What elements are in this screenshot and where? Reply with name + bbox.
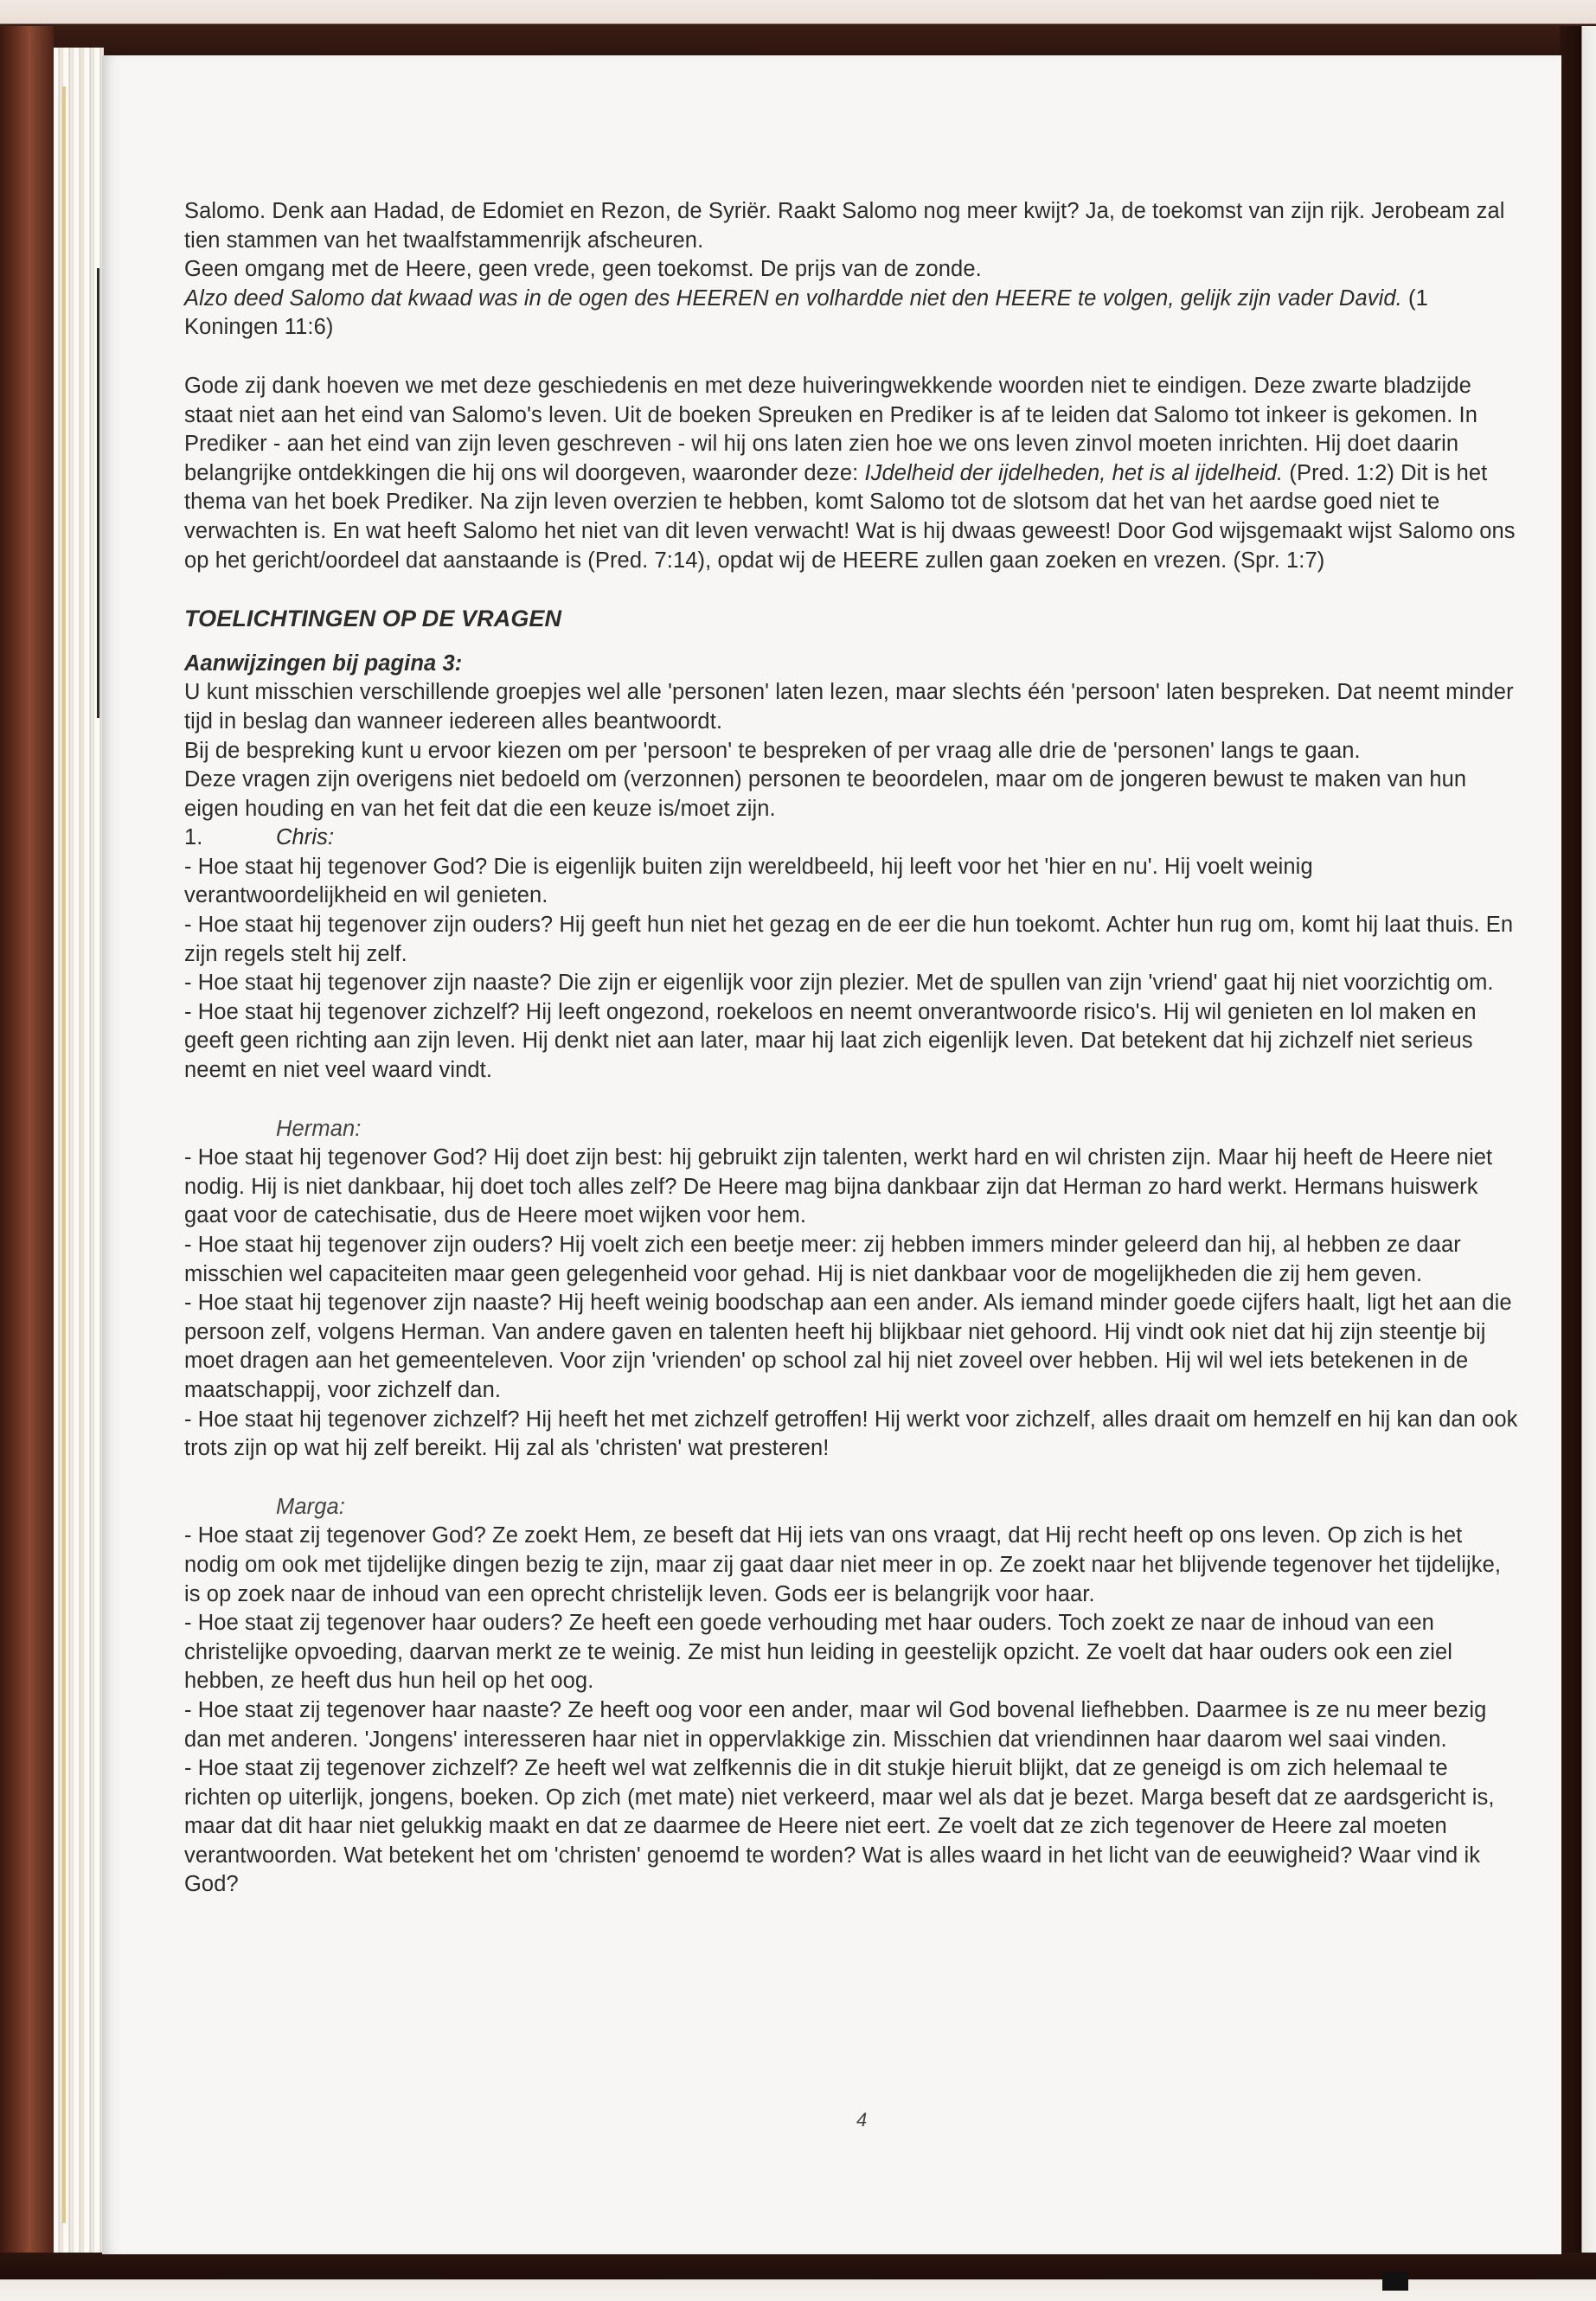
paragraph-prediker-part-2: (Pred. 1:2) Dit is het thema van het boek Prediker. Na zijn leven overzien te hebben, komt Salomo tot de slotsom dat het van het aardse goed niet te verwachten is. En wat heeft Salomo het niet van dit leven verwacht! Wat is hij dwaas geweest! Door God wijsgemaakt wijst Salomo ons op het gericht/oordeel dat aanstaande is (Pred. 7:14), opdat wij de HEERE zullen gaan zoeken en vrezen. (Spr. 1:7) (184, 460, 1516, 573)
page-number: 4 (856, 2109, 868, 2131)
chris-answer-self: - Hoe staat hij tegenover zichzelf? Hij leeft ongezond, roekeloos en neemt onverantwoorde risico's. Hij wil genieten en lol maken en geeft geen richting aan zijn leven. Hij denkt niet aan later, maar hij laat zich eigenlijk leven. Dat betekent dat hij zichzelf niet serieus neemt en niet veel waard vindt. (184, 999, 1477, 1083)
chris-answer-parents: - Hoe staat hij tegenover zijn ouders? Hij geeft hun niet het gezag en de eer die hun toekomt. Achter hun rug om, komt hij laat thuis. En zijn regels stelt hij zelf. (184, 913, 1514, 966)
scan-top-border (0, 0, 1596, 59)
scan-bottom-border (0, 2253, 1596, 2301)
binder-tab-mark (1382, 2272, 1408, 2291)
paragraph-prediker (184, 372, 1521, 575)
marga-answer-self: - Hoe staat zij tegenover zichzelf? Ze heeft wel wat zelfkennis die in dit stukje hieruit blijkt, dat ze geneigd is om zich helemaal te richten op uiterlijk, jongens, boeken. Op zich (met mate) niet verkeerd, maar wel als dat je bezet. Marga beseft dat ze aardsgericht is, maar dat dit haar niet gelukkig maakt en dat ze daarmee de Heere niet eert. Ze voelt dat ze zich tegenover de Heere zal moeten verantwoorden. Wat betekent het om 'christen' genoemd te worden? Wat is alles waard in het licht van de eeuwigheid? Waar vind ik God? (184, 1756, 1495, 1897)
marga-answer-neighbour: - Hoe staat zij tegenover haar naaste? Ze heeft oog voor een ander, maar wil God bovenal liefhebben. Daarmee is ze nu meer bezig dan met anderen. 'Jongens' interesseren haar niet in oppervlakkige zin. Misschien dat vriendinnen haar daarom wel saai vinden. (184, 1697, 1487, 1752)
marga-answer-parents: - Hoe staat zij tegenover haar ouders? Ze heeft een goede verhouding met haar ouders. Toch zoekt ze naar de inhoud van een christelijke opvoeding, daarvan merkt ze te weinig. Ze mist hun leiding in geestelijk opzicht. Ze voelt dat haar ouders ook een ziel hebben, ze heeft dus hun heil op het oog. (184, 1611, 1453, 1694)
page-fold-line (97, 268, 99, 718)
persona-chris-heading (184, 824, 1521, 853)
persona-name-chris: Chris: (276, 825, 335, 850)
herman-answer-self: - Hoe staat hij tegenover zichzelf? Hij heeft het met zichzelf getroffen! Hij werkt voor zichzelf, alles draait om hemzelf en hij kan dan ook trots zijn op wat hij zelf bereikt. Hij zal als 'christen' wat presteren! (184, 1407, 1518, 1461)
binder-spine-left (0, 26, 54, 2275)
persona-name-herman: Herman: (276, 1116, 362, 1141)
page-edge-accent (62, 87, 66, 2223)
persona-number: 1. (184, 825, 203, 850)
page-content (184, 197, 1521, 1900)
section-heading: TOELICHTINGEN OP DE VRAGEN (184, 606, 562, 632)
spacer (184, 1464, 1521, 1493)
paragraph-prediker-part-1: Gode zij dank hoeven we met deze geschiedenis en met deze huiveringwekkende woorden niet te eindigen. Deze zwarte bladzijde staat niet aan het eind van Salomo's leven. Uit de boeken Spreuken en Prediker is af te leiden dat Salomo tot inkeer is gekomen. In Prediker - aan het eind van zijn leven geschreven - wil hij ons laten zien hoe we ons leven zinvol moeten inrichten. Hij doet daarin belangrijke ontdekkingen die hij ons wil doorgeven, waaronder deze: (184, 373, 1478, 485)
scripture-quote (184, 285, 1521, 343)
binder-edge-right (1560, 26, 1596, 2275)
intro-line-3: Deze vragen zijn overigens niet bedoeld om (verzonnen) personen te beoordelen, maar om de jongeren bewust te maken van hun eigen houding en van het feit dat die een keuze is/moet zijn. (184, 767, 1467, 821)
herman-answer-neighbour: - Hoe staat hij tegenover zijn naaste? Hij heeft weinig boodschap aan een ander. Als iemand minder goede cijfers haalt, ligt het aan die persoon zelf, volgens Herman. Van andere gaven en talenten heeft hij blijkbaar niet gehoord. Hij vindt ook niet dat hij zijn steentje bij moet dragen aan het gemeenteleven. Voor zijn 'vrienden' op school zal hij niet zoveel over hebben. Hij wil wel iets betekenen in de maatschappij, voor zichzelf dan. (184, 1291, 1512, 1402)
spacer (184, 634, 1521, 650)
paragraph-salomo-intro: Salomo. Denk aan Hadad, de Edomiet en Rezon, de Syriër. Raakt Salomo nog meer kwijt? Ja, de toekomst van zijn rijk. Jerobeam zal tien stammen van het twaalfstammenrijk afscheuren. (184, 199, 1505, 253)
herman-answer-god: - Hoe staat hij tegenover God? Hij doet zijn best: hij gebruikt zijn talenten, werkt hard en wil christen zijn. Maar hij heeft de Heere niet nodig. Hij is niet dankbaar, hij doet toch alles zelf? De Heere mag bijna dankbaar zijn dat Herman zo hard werkt. Hermans huiswerk gaat voor de catechisatie, dus de Heere moet wijken voor hem. (184, 1145, 1493, 1228)
spacer (184, 575, 1521, 605)
herman-answer-parents: - Hoe staat hij tegenover zijn ouders? Hij voelt zich een beetje meer: zij hebben immers minder geleerd dan hij, al hebben ze daar misschien wel capaciteiten maar geen gelegenheid voor gehad. Hij is niet dankbaar voor de mogelijkheden die zij hem geven. (184, 1233, 1461, 1286)
persona-name-marga: Marga: (276, 1494, 345, 1519)
subheading-instructions: Aanwijzingen bij pagina 3: (184, 651, 463, 676)
intro-line-2: Bij de bespreking kunt u ervoor kiezen om per 'persoon' te bespreken of per vraag alle drie de 'personen' langs te gaan. (184, 738, 1361, 763)
scripture-reference: (1 Koningen 11:6) (184, 285, 1428, 340)
spacer (184, 343, 1521, 372)
spacer (184, 1086, 1521, 1115)
paragraph-no-fellowship: Geen omgang met de Heere, geen vrede, geen toekomst. De prijs van de zonde. (184, 257, 982, 282)
chris-answer-god: - Hoe staat hij tegenover God? Die is eigenlijk buiten zijn wereldbeeld, hij leeft voor het 'hier en nu'. Hij voelt weinig verantwoordelijkheid en wil genieten. (184, 854, 1313, 908)
prediker-quote: IJdelheid der ijdelheden, het is al ijdelheid. (864, 460, 1284, 485)
intro-line-1: U kunt misschien verschillende groepjes wel alle 'personen' laten lezen, maar slechts één 'persoon' laten bespreken. Dat neemt minder tijd in beslag dan wanneer iedereen alles beantwoordt. (184, 680, 1514, 734)
chris-answer-neighbour: - Hoe staat hij tegenover zijn naaste? Die zijn er eigenlijk voor zijn plezier. Met de spullen van zijn 'vriend' gaat hij niet voorzichtig om. (184, 971, 1494, 996)
marga-answer-god: - Hoe staat zij tegenover God? Ze zoekt Hem, ze beseft dat Hij iets van ons vraagt, dat Hij recht heeft op ons leven. Op zich is het nodig om ook met tijdelijke dingen bezig te zijn, maar zij gaat daar niet meer in op. Ze zoekt naar het blijvende tegenover het tijdelijke, is op zoek naar de inhoud van een oprecht christelijk leven. Gods eer is belangrijk voor haar. (184, 1523, 1502, 1606)
scripture-quote-text: Alzo deed Salomo dat kwaad was in de ogen des HEEREN en volhardde niet den HEERE te volgen, gelijk zijn vader David. (184, 285, 1402, 311)
